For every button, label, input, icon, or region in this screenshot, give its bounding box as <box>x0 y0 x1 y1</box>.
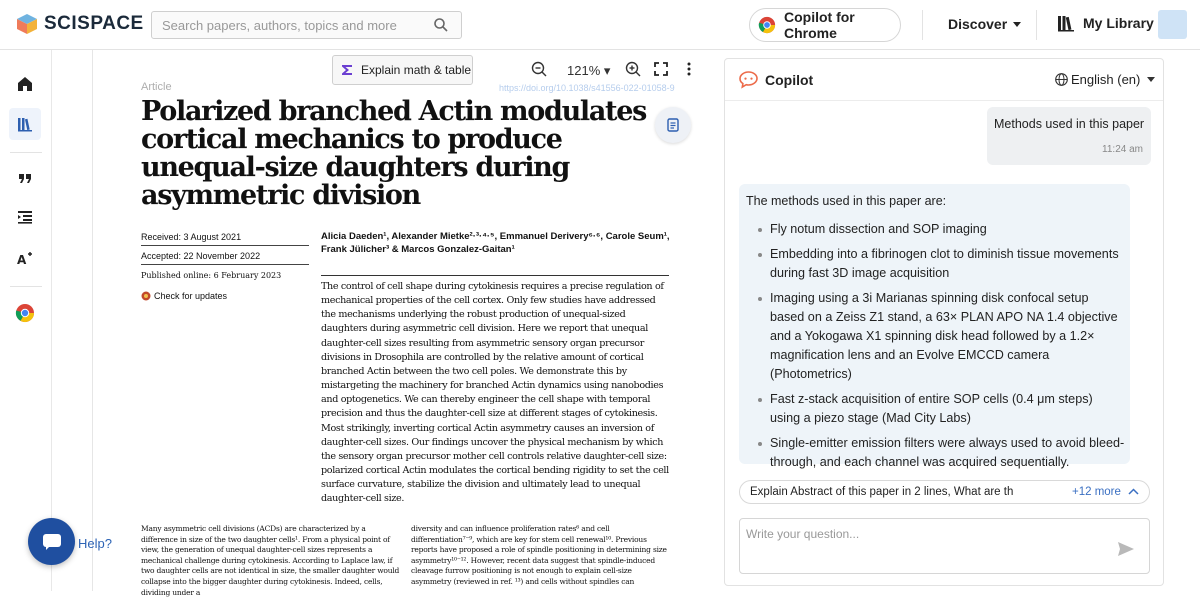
language-selector[interactable] <box>1055 72 1155 87</box>
zoom-out-icon[interactable] <box>531 61 547 77</box>
sidebar-item-home[interactable] <box>9 68 41 100</box>
suggested-questions[interactable] <box>739 480 1150 504</box>
help-chat-button[interactable] <box>28 518 75 565</box>
check-updates-label: Check for updates <box>154 291 228 301</box>
chrome-icon <box>15 303 35 323</box>
zoom-in-icon[interactable] <box>625 61 641 77</box>
list-item: Fast z-stack acquisition of entire SOP cells (0.4 μm steps) using a piezo stage (Mad City Labs) <box>746 390 1126 428</box>
header-divider <box>922 10 923 40</box>
sigma-icon <box>341 64 353 76</box>
logo[interactable] <box>16 13 144 35</box>
paraphrase-icon <box>17 251 34 266</box>
reader-toolbar <box>93 50 712 90</box>
author-list: Alicia Daeden¹, Alexander Mietke²·³·⁴·⁵, Emmanuel Derivery⁶·⁶, Carole Seum¹, Frank Jülicher³ & Marcos Gonzalez-Gaitan¹ <box>321 231 670 255</box>
copilot-for-chrome-button[interactable] <box>749 8 901 42</box>
brand-name: SCISPACE <box>44 13 144 34</box>
question-box[interactable] <box>739 518 1150 574</box>
article-type-label: Article <box>141 81 172 93</box>
notes-icon <box>666 118 680 132</box>
globe-icon <box>1055 73 1068 86</box>
message-timestamp: 11:24 am <box>1102 144 1143 155</box>
avatar[interactable] <box>1158 10 1187 39</box>
pdf-reader[interactable] <box>92 50 711 597</box>
paper-title: Polarized branched Actin modulates cortical mechanics to produce unequal-size daughters during asymmetric division <box>141 96 647 211</box>
caret-down-icon <box>1147 77 1155 82</box>
search-input[interactable] <box>152 12 422 38</box>
more-options-icon[interactable] <box>687 62 691 76</box>
explain-math-table-button[interactable] <box>332 55 473 85</box>
more-suggestions-button[interactable]: +12 more <box>1072 486 1121 498</box>
abstract-rule <box>321 275 669 276</box>
answer-list <box>746 220 1126 478</box>
check-updates-link[interactable] <box>141 291 227 301</box>
meta-rule <box>141 245 309 246</box>
caret-down-icon: ▾ <box>603 63 611 78</box>
notes-button[interactable] <box>655 107 691 143</box>
library-icon <box>17 116 33 132</box>
received-date: Received: 3 August 2021 <box>141 232 242 242</box>
sidebar-item-paraphraser[interactable] <box>9 242 41 274</box>
body-column-right: diversity and can influence proliferation rates⁶ and cell differentiation⁷⁻⁹, which are key for stem cell renewal¹⁰. Previous reports have proposed a role of spindle positioning in determining size asymmetry¹⁰⁻¹². However, recent data suggest that spindle-induced cleavage furrow positioning is not enough to explain cell-size asymmetry (reviewed in ref. ¹³) and cells without spindles can <box>411 524 667 586</box>
quote-icon <box>18 172 32 184</box>
meta-rule <box>141 264 309 265</box>
sidebar-divider <box>10 286 42 287</box>
list-item: Single-emitter emission filters were always used to avoid bleed-through, and each channel was acquired sequentially. <box>746 434 1126 472</box>
caret-down-icon <box>1013 22 1021 27</box>
scispace-logo-icon <box>16 13 38 35</box>
published-date: Published online: 6 February 2023 <box>141 271 282 280</box>
my-library-label: My Library <box>1083 15 1154 31</box>
pdf-page[interactable] <box>93 50 712 597</box>
answer-intro: The methods used in this paper are: <box>746 194 947 208</box>
language-label: English (en) <box>1071 72 1141 87</box>
user-message <box>987 107 1151 165</box>
top-bar <box>0 0 1200 50</box>
sidebar-divider <box>10 152 42 153</box>
update-badge-icon <box>141 291 151 301</box>
discover-menu[interactable] <box>948 16 1021 32</box>
library-icon <box>1057 14 1075 32</box>
search-icon[interactable] <box>433 17 449 33</box>
question-input[interactable] <box>746 527 1096 567</box>
chrome-icon <box>758 16 776 34</box>
accepted-date: Accepted: 22 November 2022 <box>141 251 261 261</box>
doi-link[interactable]: https://doi.org/10.1038/s41556-022-01058-9 <box>499 83 675 93</box>
list-icon <box>17 210 33 224</box>
copilot-chat-icon <box>739 71 758 88</box>
header-divider <box>1036 10 1037 40</box>
zoom-level-select[interactable] <box>567 63 610 79</box>
explain-label: Explain math & table <box>361 63 472 77</box>
copilot-title: Copilot <box>765 72 814 88</box>
copilot-for-chrome-label: Copilot for Chrome <box>784 9 855 41</box>
search-box[interactable] <box>151 11 462 39</box>
sidebar-item-library[interactable] <box>9 108 41 140</box>
copilot-header <box>725 59 1163 101</box>
abstract-text: The control of cell shape during cytokinesis requires a precise regulation of mechanical properties of the cell cortex. Only few studies have addressed the mechanisms underlying the robust production of unequal-sized daughters during asymmetric cell division. Here we report that unequal daughter-cell sizes resulting from asymmetric sensory organ precursor divisions in Drosophila are controlled by the relative amount of cortical branched Actin between the two cell poles. We demonstrate this by mistargeting the machinery for branched Actin dynamics using nanobodies and optogenetics. We can thereby engineer the cell shape with temporal precision and thus the daughter-cell size at different stages of cytokinesis. Most strikingly, inverting cortical Actin asymmetry causes an inversion of daughter-cell sizes. Our findings uncover the physical mechanism by which the sensory organ precursor mother cell controls relative daughter-cell size: polarized cortical Actin modulates the cortical bending rigidity to set the cell surface curvature, stabilize the division and ultimately lead to unequal daughter-cell size. <box>321 281 669 505</box>
svg-text:A: A <box>16 252 26 267</box>
list-item: Imaging using a 3i Marianas spinning disk confocal setup based on a Zeiss Z1 stand, a 63× PLAN APO NA 1.4 objective and a Yokogawa X1 spinning disk head followed by a 1.2× magnification lens and an Evolve EMCCD camera (Photometrics) <box>746 289 1126 384</box>
sidebar <box>0 50 52 591</box>
zoom-value: 121% <box>567 63 601 78</box>
copilot-answer <box>739 184 1130 469</box>
sidebar-item-literature-review[interactable] <box>9 201 41 233</box>
user-message-text: Methods used in this paper <box>994 117 1145 131</box>
my-library-button[interactable] <box>1057 14 1154 32</box>
list-item: Fly notum dissection and SOP imaging <box>746 220 1126 239</box>
home-icon <box>16 75 34 93</box>
list-item: Embedding into a fibrinogen clot to diminish tissue movements during fast 3D image acquisition <box>746 245 1126 283</box>
chat-icon <box>42 533 62 551</box>
sidebar-item-citation[interactable] <box>9 162 41 194</box>
help-label[interactable]: Help? <box>78 536 112 551</box>
suggestion-chip[interactable]: Explain Abstract of this paper in 2 lines, What are th <box>750 486 1014 498</box>
send-icon[interactable] <box>1117 541 1135 557</box>
copilot-panel <box>724 58 1164 586</box>
sidebar-item-chrome[interactable] <box>9 297 41 329</box>
body-column-left: Many asymmetric cell divisions (ACDs) are characterized by a difference in size of the two daughter cells¹. From a physical point of view, the generation of unequal daughter-cell sizes represents a mechanical challenge during cytokinesis. According to Laplace law, if two daughter cells are not identical in size, the smaller daughter would collapse into the bigger daughter during cytokinesis. Indeed, cells, dividing under a <box>141 524 400 597</box>
chevron-up-icon[interactable] <box>1128 488 1139 495</box>
discover-label: Discover <box>948 16 1008 32</box>
fullscreen-icon[interactable] <box>654 62 668 76</box>
